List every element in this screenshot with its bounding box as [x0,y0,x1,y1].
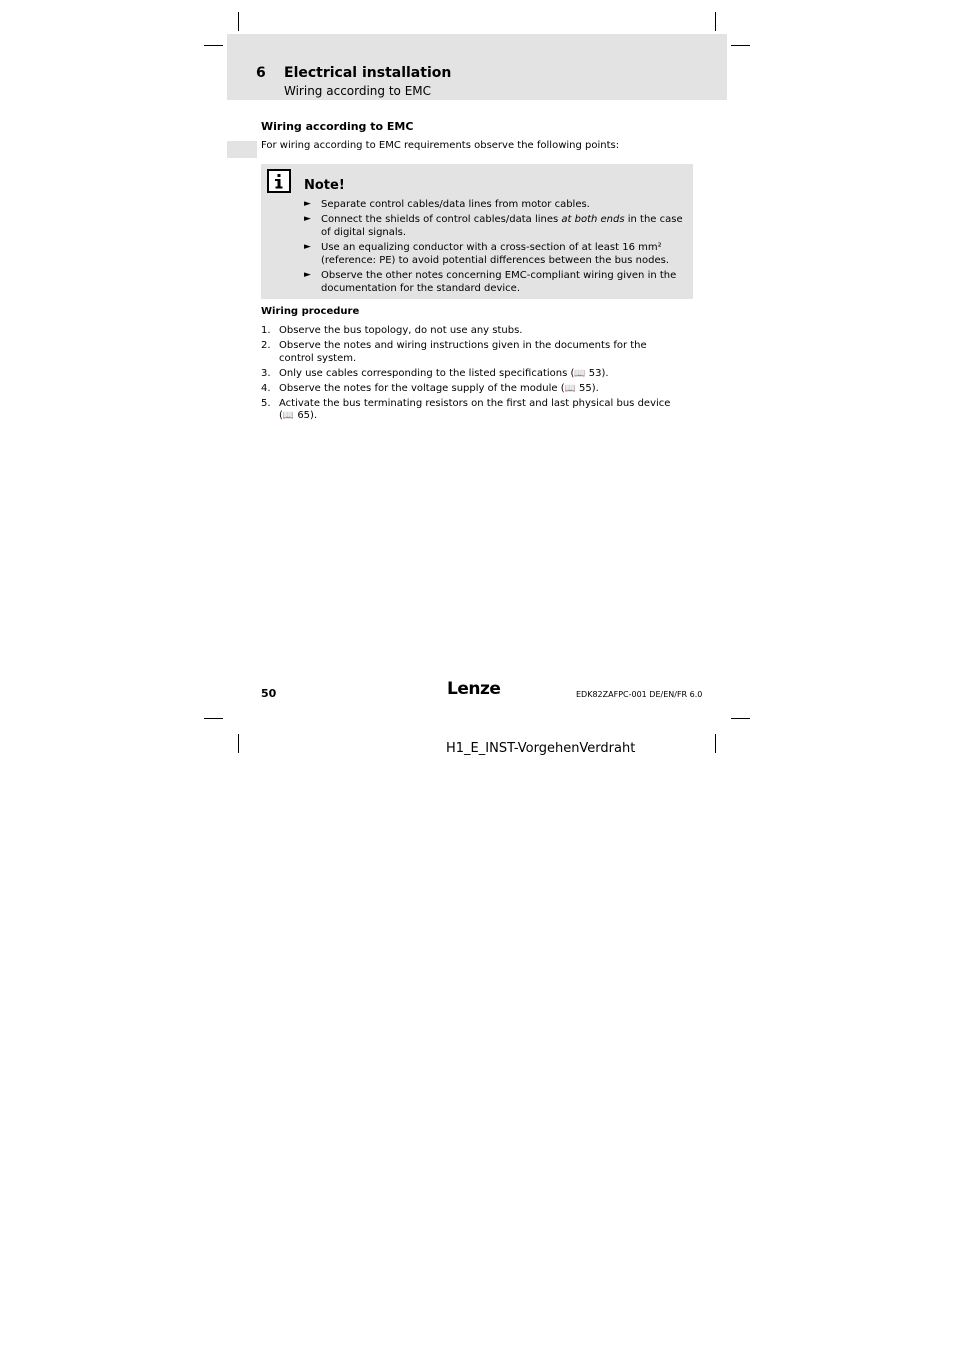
chapter-number: 6 [256,65,266,81]
page-reference[interactable]: 65 [297,410,311,421]
book-icon: 📖 [574,368,586,379]
crop-mark [715,12,716,31]
crop-mark [238,12,239,31]
book-icon: 📖 [282,411,295,421]
page-reference[interactable]: 55 [579,382,592,394]
bullet-icon: ► [304,199,311,209]
note-item: ► Observe the other notes concerning EMC-compliant wiring given in the documentation for the standard device. [304,270,677,294]
book-icon: 📖 [564,383,576,394]
procedure-step: 1. Observe the bus topology, do not use any stubs. [261,325,523,336]
page-reference[interactable]: 53 [588,367,602,379]
note-list [304,198,686,297]
crop-mark [731,45,750,46]
bullet-icon: ► [304,214,311,224]
lenze-logo: Lenze [447,679,501,699]
procedure-step: 5. Activate the bus terminating resistors on the first and last physical bus device (📖 65). [261,397,671,421]
note-title: Note! [304,178,345,193]
procedure-step: 4. Observe the notes for the voltage supply of the module (📖 55). [261,382,599,394]
section-title: Wiring according to EMC [261,120,414,133]
crop-mark [238,734,239,753]
file-reference: H1_E_INST-VorgehenVerdraht [446,741,636,756]
procedure-list [261,325,681,425]
note-item: ► Separate control cables/data lines from motor cables. [304,199,590,210]
crop-mark [204,718,223,719]
info-icon [267,169,291,193]
side-tab [227,141,257,158]
note-item: ► Use an equalizing conductor with a cross-section of at least 16 mm² (reference: PE) to avoid potential differences between the bus nodes. [304,242,669,266]
page-number: 50 [261,687,277,700]
chapter-subtitle: Wiring according to EMC [284,84,432,98]
crop-mark [715,734,716,753]
bullet-icon: ► [304,242,311,252]
crop-mark [731,718,750,719]
bullet-icon: ► [304,270,311,280]
document-id: EDK82ZAFPC-001 DE/EN/FR 6.0 [576,690,703,699]
procedure-title: Wiring procedure [261,306,360,317]
section-intro: For wiring according to EMC requirements observe the following points: [261,140,620,151]
chapter-title: Electrical installation [284,65,452,81]
note-item: ► Connect the shields of control cables/data lines at both ends in the case of digital signals. [304,214,683,238]
procedure-step: 3. Only use cables corresponding to the listed specifications (📖 53). [261,367,609,379]
procedure-step: 2. Observe the notes and wiring instructions given in the documents for the control system. [261,340,647,364]
crop-mark [204,45,223,46]
